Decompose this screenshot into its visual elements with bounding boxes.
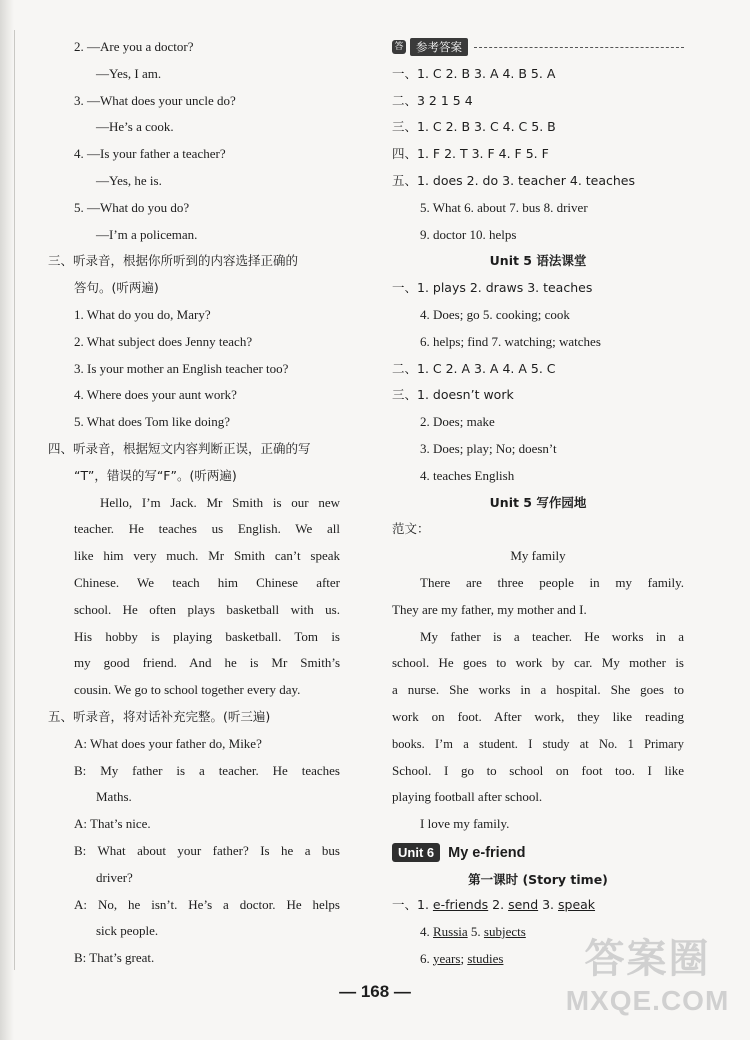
answer-line: 6. helps; find 7. watching; watches (420, 333, 601, 349)
text-line: 2. What subject does Jenny teach? (74, 333, 253, 349)
passage-line: cousin. We go to school together every day. (74, 682, 301, 698)
dialog-line: A: That’s nice. (74, 816, 151, 832)
answer-key-tag: 参考答案 (410, 38, 468, 56)
answer-line: 一、1. plays 2. draws 3. teaches (392, 280, 593, 296)
answer-word: speak (558, 896, 596, 912)
text-line: 5. —What do you do? (74, 199, 190, 215)
dialog-line: A: What does your father do, Mike? (74, 735, 262, 751)
text-line: 1. What do you do, Mary? (74, 306, 211, 322)
unit6-header (392, 838, 684, 868)
answer-line: 3. Does; play; No; doesn’t (420, 440, 557, 456)
essay-line: work on foot. After work, they like reading (392, 708, 684, 724)
answer-word: e-friends (432, 896, 489, 912)
essay-line: They are my father, my mother and I. (392, 601, 587, 617)
watermark-line2: MXQE.COM (565, 985, 730, 1016)
essay-line: school. He goes to work by car. My mother is (392, 655, 684, 671)
answer-line: 五、1. does 2. do 3. teacher 4. teaches (392, 172, 636, 188)
passage-line: school. He often plays basketball with us. (74, 601, 340, 617)
essay-line: I love my family. (420, 816, 510, 832)
answer-word: years (433, 950, 461, 966)
dialog-line: B: My father is a teacher. He teaches (74, 762, 340, 778)
text-line: 4. Where does your aunt work? (74, 387, 237, 403)
dialog-line-cont: driver? (96, 869, 133, 885)
answer-book-icon: 答 (392, 40, 406, 54)
passage-line: Chinese. We teach him Chinese after (74, 574, 340, 590)
text-line: 5. What does Tom like doing? (74, 414, 231, 430)
answer-prefix: 4. (420, 923, 433, 939)
binding-divider (14, 30, 15, 970)
answer-line: 4. Does; go 5. cooking; cook (420, 306, 570, 322)
answer-line (392, 892, 684, 919)
answer-key-header (392, 34, 684, 61)
passage-line: like him very much. Mr Smith can’t speak (74, 548, 340, 564)
unit6-title: My e-friend (448, 844, 526, 861)
page-binding-shadow (0, 0, 14, 1040)
section-heading: 四、听录音，根据短文内容判断正误，正确的写 (48, 440, 311, 456)
essay-line: playing football after school. (392, 789, 543, 805)
dialog-line-cont: Maths. (96, 789, 132, 805)
answer-prefix: 一、1. (392, 896, 433, 912)
passage-line: my good friend. And he is Mr Smith’s (74, 655, 340, 671)
watermark-line1: 答案圈 (584, 937, 711, 981)
section-heading-cont: “T”，错误的写“F”。(听两遍) (74, 467, 237, 483)
passage-line: teacher. He teaches us English. We all (74, 521, 340, 537)
answer-line: 四、1. F 2. T 3. F 4. F 5. F (392, 146, 549, 162)
answer-line: 三、1. C 2. B 3. C 4. C 5. B (392, 119, 556, 135)
answer-word: send (508, 896, 539, 912)
section-heading-cont: 答句。(听两遍) (74, 280, 159, 296)
answer-word: Russia (433, 923, 468, 939)
answer-word: subjects (483, 923, 526, 939)
answer-line: 三、1. doesn’t work (392, 387, 514, 403)
text-line: 2. —Are you a doctor? (74, 39, 194, 54)
essay-line: books. I’m a student. I study at No. 1 Primary (392, 736, 684, 751)
answer-sep: ; (460, 950, 468, 966)
answer-line: 5. What 6. about 7. bus 8. driver (420, 199, 588, 215)
answer-line: 二、1. C 2. A 3. A 4. A 5. C (392, 360, 556, 376)
header-dotted-rule (474, 47, 684, 48)
text-line: —Yes, he is. (96, 172, 162, 188)
section-heading: 五、听录音，将对话补充完整。(听三遍) (48, 708, 271, 724)
text-line: —I’m a policeman. (96, 226, 198, 242)
lesson-title: 第一课时 (Story time) (468, 871, 608, 887)
essay-line: My father is a teacher. He works in a (420, 628, 684, 644)
left-column (48, 34, 340, 972)
text-line: —Yes, I am. (96, 65, 162, 81)
essay-line: School. I go to school on foot too. I like (392, 762, 684, 778)
site-watermark (560, 935, 735, 1035)
writing-section-title: Unit 5 写作园地 (489, 494, 587, 510)
answer-line: 4. teaches English (420, 467, 515, 483)
dialog-line: B: What about your father? Is he a bus (74, 842, 340, 858)
answer-sep: 2. (488, 896, 509, 912)
essay-line: There are three people in my family. (420, 574, 684, 590)
text-line: 3. —What does your uncle do? (74, 92, 236, 108)
dialog-line-cont: sick people. (96, 923, 159, 939)
answer-line: 9. doctor 10. helps (420, 226, 517, 242)
passage-line: His hobby is playing basketball. Tom is (74, 628, 340, 644)
page-number: — 168 — (339, 982, 411, 1001)
answer-sep: 3. (538, 896, 558, 912)
answer-prefix: 6. (420, 950, 433, 966)
answer-line: 一、1. C 2. B 3. A 4. B 5. A (392, 65, 556, 81)
dialog-line: B: That’s great. (74, 950, 155, 966)
section-heading: 三、听录音，根据你所听到的内容选择正确的 (48, 253, 299, 269)
answer-word: studies (467, 950, 504, 966)
text-line: —He’s a cook. (96, 119, 174, 135)
passage-line: Hello, I’m Jack. Mr Smith is our new (100, 494, 340, 510)
essay-line: a nurse. She works in a hospital. She goes to (392, 682, 684, 698)
answer-sep: 5. (467, 923, 484, 939)
answer-line: 二、3 2 1 5 4 (392, 92, 473, 108)
answer-line: 2. Does; make (420, 414, 495, 430)
grammar-section-title: Unit 5 语法课堂 (489, 253, 587, 269)
right-column (392, 34, 684, 972)
text-line: 3. Is your mother an English teacher too? (74, 360, 289, 376)
unit6-badge: Unit 6 (392, 843, 440, 862)
text-line: 4. —Is your father a teacher? (74, 146, 226, 162)
dialog-line: A: No, he isn’t. He’s a doctor. He helps (74, 896, 340, 912)
sample-essay-label: 范文： (392, 521, 430, 537)
essay-title: My family (510, 548, 566, 564)
